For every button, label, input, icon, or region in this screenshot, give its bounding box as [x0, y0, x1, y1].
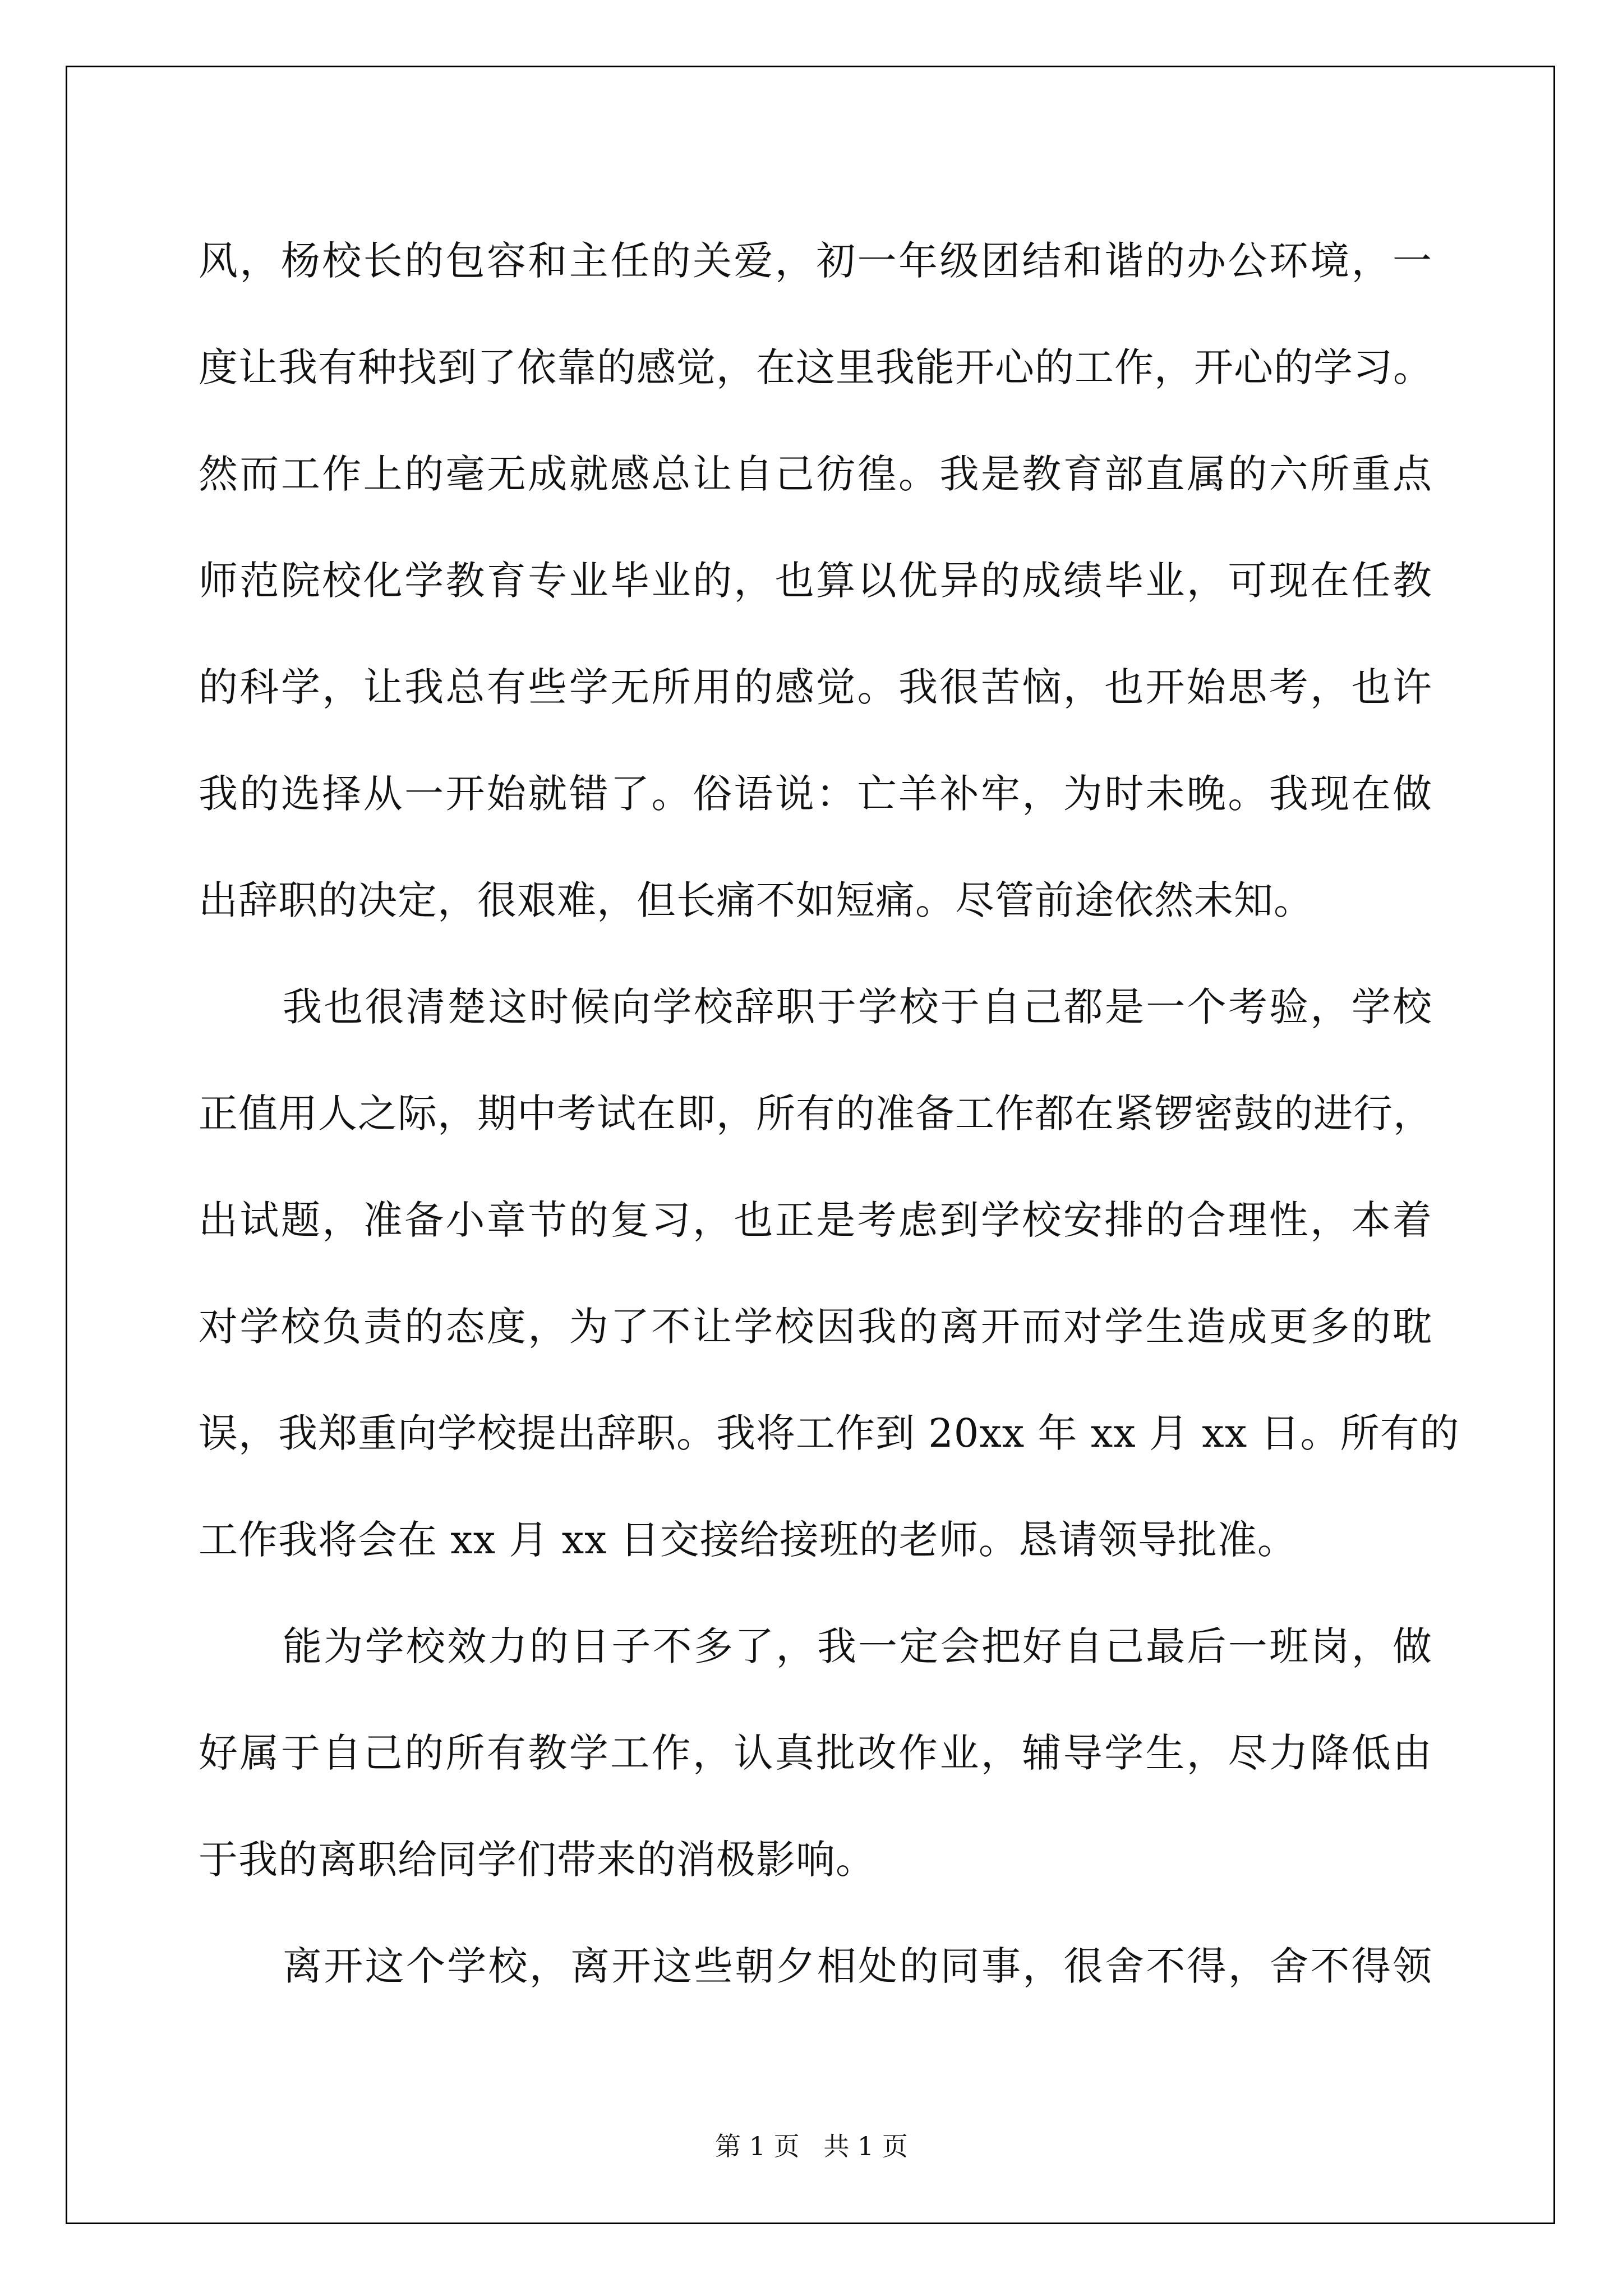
text-line: 度让我有种找到了依靠的感觉，在这里我能开心的工作，开心的学习。	[199, 344, 1433, 390]
text-line: 于我的离职给同学们带来的消极影响。	[199, 1837, 875, 1883]
text-line: 师范院校化学教育专业毕业的，也算以优异的成绩毕业，可现在任教	[199, 558, 1432, 604]
text-line: 我也很清楚这时候向学校辞职于学校于自己都是一个考验，学校	[283, 984, 1432, 1030]
text-line: 的科学，让我总有些学无所用的感觉。我很苦恼，也开始思考，也许	[199, 664, 1432, 710]
text-line: 正值用人之际，期中考试在即，所有的准备工作都在紧锣密鼓的进行，	[199, 1091, 1433, 1137]
page-footer	[0, 2126, 1623, 2163]
text-line: 离开这个学校，离开这些朝夕相处的同事，很舍不得，舍不得领	[283, 1943, 1432, 1989]
text-line: 能为学校效力的日子不多了，我一定会把好自己最后一班岗，做	[283, 1623, 1432, 1669]
text-line: 工作我将会在 xx 月 xx 日交接给接班的老师。恳请领导批准。	[199, 1517, 1297, 1563]
text-line: 好属于自己的所有教学工作，认真批改作业，辅导学生，尽力降低由	[199, 1730, 1432, 1776]
text-line: 出辞职的决定，很艰难，但长痛不如短痛。尽管前途依然未知。	[199, 877, 1313, 923]
text-line: 误，我郑重向学校提出辞职。我将工作到 20xx 年 xx 月 xx 日。所有的	[199, 1410, 1460, 1456]
text-line: 我的选择从一开始就错了。俗语说：亡羊补牢，为时未晚。我现在做	[199, 771, 1432, 817]
text-line: 然而工作上的毫无成就感总让自己彷徨。我是教育部直属的六所重点	[199, 451, 1432, 497]
document-body	[199, 208, 1460, 2019]
text-line: 出试题，准备小章节的复习，也正是考虑到学校安排的合理性，本着	[199, 1197, 1432, 1243]
page-number-current: 第 1 页	[715, 2131, 800, 2161]
text-line: 对学校负责的态度，为了不让学校因我的离开而对学生造成更多的耽	[199, 1304, 1432, 1350]
page-number-total: 共 1 页	[823, 2131, 908, 2161]
text-line: 风，杨校长的包容和主任的关爱，初一年级团结和谐的办公环境，一	[199, 238, 1432, 284]
